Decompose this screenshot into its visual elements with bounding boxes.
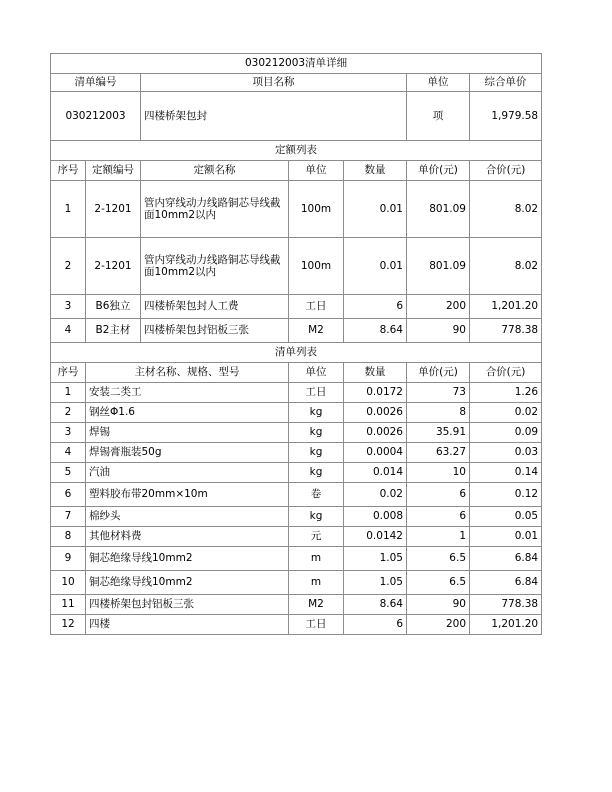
bill-unit-price-header: 综合单价 (470, 74, 542, 92)
list-name: 其他材料费 (86, 527, 289, 547)
table-row (51, 615, 542, 635)
quota-name: 管内穿线动力线路铜芯导线截面10mm2以内 (141, 181, 289, 238)
quota-unit: 工日 (289, 295, 344, 319)
quota-unit: 100m (289, 181, 344, 238)
list-qty-header: 数量 (344, 363, 407, 383)
quota-qty-header: 数量 (344, 161, 407, 181)
quota-price: 90 (407, 319, 470, 343)
list-name: 安装二类工 (86, 383, 289, 403)
table-title: 030212003清单详细 (51, 54, 542, 74)
list-unit: m (289, 547, 344, 571)
bill-name: 四楼桥架包封 (141, 92, 407, 141)
bill-name-header: 项目名称 (141, 74, 407, 92)
list-seq-header: 序号 (51, 363, 86, 383)
list-unit: kg (289, 443, 344, 463)
list-unit: m (289, 571, 344, 595)
quota-total: 1,201.20 (470, 295, 542, 319)
list-price-header: 单价(元) (407, 363, 470, 383)
quota-section-title: 定额列表 (51, 141, 542, 161)
list-name: 棉纱头 (86, 507, 289, 527)
quota-code: B2主材 (86, 319, 141, 343)
list-total: 1,201.20 (470, 615, 542, 635)
list-unit: 元 (289, 527, 344, 547)
list-total: 0.09 (470, 423, 542, 443)
list-name: 钢丝Φ1.6 (86, 403, 289, 423)
table-row (51, 483, 542, 507)
list-unit: 卷 (289, 483, 344, 507)
list-qty: 1.05 (344, 547, 407, 571)
list-total: 1.26 (470, 383, 542, 403)
list-name: 汽油 (86, 463, 289, 483)
list-seq: 4 (51, 443, 86, 463)
quota-price: 801.09 (407, 238, 470, 295)
list-seq: 8 (51, 527, 86, 547)
list-unit: kg (289, 463, 344, 483)
quota-code: 2-1201 (86, 238, 141, 295)
quota-total: 8.02 (470, 238, 542, 295)
list-qty: 1.05 (344, 571, 407, 595)
list-unit: M2 (289, 595, 344, 615)
list-price: 200 (407, 615, 470, 635)
list-total: 6.84 (470, 547, 542, 571)
bill-code-header: 清单编号 (51, 74, 141, 92)
table-row (51, 319, 542, 343)
list-name: 焊锡膏瓶装50g (86, 443, 289, 463)
quota-unit: M2 (289, 319, 344, 343)
quota-total-header: 合价(元) (470, 161, 542, 181)
quota-qty: 0.01 (344, 238, 407, 295)
list-total-header: 合价(元) (470, 363, 542, 383)
table-row (51, 595, 542, 615)
list-seq: 3 (51, 423, 86, 443)
list-price: 8 (407, 403, 470, 423)
list-seq: 6 (51, 483, 86, 507)
list-unit: 工日 (289, 383, 344, 403)
table-row (51, 403, 542, 423)
quota-qty: 8.64 (344, 319, 407, 343)
quota-code-header: 定额编号 (86, 161, 141, 181)
list-unit: 工日 (289, 615, 344, 635)
list-seq: 11 (51, 595, 86, 615)
bill-header-row (51, 74, 542, 92)
list-price: 6 (407, 483, 470, 507)
list-seq: 5 (51, 463, 86, 483)
bill-unit-header: 单位 (407, 74, 470, 92)
bill-unit-price: 1,979.58 (470, 92, 542, 141)
quota-name-header: 定额名称 (141, 161, 289, 181)
list-price: 90 (407, 595, 470, 615)
list-price: 1 (407, 527, 470, 547)
list-price: 10 (407, 463, 470, 483)
list-qty: 6 (344, 615, 407, 635)
list-seq: 2 (51, 403, 86, 423)
list-name: 四楼 (86, 615, 289, 635)
list-section-row (51, 343, 542, 363)
title-row (51, 54, 542, 74)
list-name: 塑料胶布带20mm×10m (86, 483, 289, 507)
table-row (51, 547, 542, 571)
table-row (51, 238, 542, 295)
table-row (51, 571, 542, 595)
list-qty: 8.64 (344, 595, 407, 615)
quota-name: 四楼桥架包封铝板三张 (141, 319, 289, 343)
quota-seq: 1 (51, 181, 86, 238)
list-seq: 1 (51, 383, 86, 403)
list-total: 0.12 (470, 483, 542, 507)
list-qty: 0.0172 (344, 383, 407, 403)
list-seq: 10 (51, 571, 86, 595)
quota-header-row (51, 161, 542, 181)
bill-code: 030212003 (51, 92, 141, 141)
list-total: 0.01 (470, 527, 542, 547)
list-section-title: 清单列表 (51, 343, 542, 363)
list-qty: 0.02 (344, 483, 407, 507)
quota-price-header: 单价(元) (407, 161, 470, 181)
list-qty: 0.0142 (344, 527, 407, 547)
list-header-row (51, 363, 542, 383)
bill-detail-table (50, 53, 542, 635)
quota-seq: 2 (51, 238, 86, 295)
quota-section-row (51, 141, 542, 161)
list-total: 778.38 (470, 595, 542, 615)
list-qty: 0.014 (344, 463, 407, 483)
quota-price: 200 (407, 295, 470, 319)
list-seq: 9 (51, 547, 86, 571)
quota-code: 2-1201 (86, 181, 141, 238)
list-price: 73 (407, 383, 470, 403)
list-name: 铜芯绝缘导线10mm2 (86, 547, 289, 571)
list-price: 35.91 (407, 423, 470, 443)
list-total: 0.03 (470, 443, 542, 463)
table-row (51, 295, 542, 319)
table-row (51, 383, 542, 403)
list-name: 铜芯绝缘导线10mm2 (86, 571, 289, 595)
bill-row (51, 92, 542, 141)
quota-qty: 0.01 (344, 181, 407, 238)
bill-unit: 项 (407, 92, 470, 141)
list-price: 63.27 (407, 443, 470, 463)
quota-name: 管内穿线动力线路铜芯导线截面10mm2以内 (141, 238, 289, 295)
quota-price: 801.09 (407, 181, 470, 238)
quota-total: 778.38 (470, 319, 542, 343)
list-total: 0.14 (470, 463, 542, 483)
quota-qty: 6 (344, 295, 407, 319)
quota-total: 8.02 (470, 181, 542, 238)
list-unit: kg (289, 403, 344, 423)
quota-code: B6独立 (86, 295, 141, 319)
list-seq: 7 (51, 507, 86, 527)
list-name: 焊锡 (86, 423, 289, 443)
list-qty: 0.008 (344, 507, 407, 527)
list-seq: 12 (51, 615, 86, 635)
list-unit: kg (289, 507, 344, 527)
table-row (51, 181, 542, 238)
list-qty: 0.0004 (344, 443, 407, 463)
table-row (51, 527, 542, 547)
quota-name: 四楼桥架包封人工费 (141, 295, 289, 319)
quota-seq-header: 序号 (51, 161, 86, 181)
quota-unit-header: 单位 (289, 161, 344, 181)
list-unit-header: 单位 (289, 363, 344, 383)
table-row (51, 423, 542, 443)
list-qty: 0.0026 (344, 403, 407, 423)
table-row (51, 507, 542, 527)
quota-seq: 3 (51, 295, 86, 319)
table-row (51, 443, 542, 463)
list-name-header: 主材名称、规格、型号 (86, 363, 289, 383)
list-total: 0.02 (470, 403, 542, 423)
list-price: 6 (407, 507, 470, 527)
list-price: 6.5 (407, 547, 470, 571)
list-total: 6.84 (470, 571, 542, 595)
list-qty: 0.0026 (344, 423, 407, 443)
quota-seq: 4 (51, 319, 86, 343)
list-unit: kg (289, 423, 344, 443)
list-name: 四楼桥架包封铝板三张 (86, 595, 289, 615)
quota-unit: 100m (289, 238, 344, 295)
list-price: 6.5 (407, 571, 470, 595)
list-total: 0.05 (470, 507, 542, 527)
table-row (51, 463, 542, 483)
